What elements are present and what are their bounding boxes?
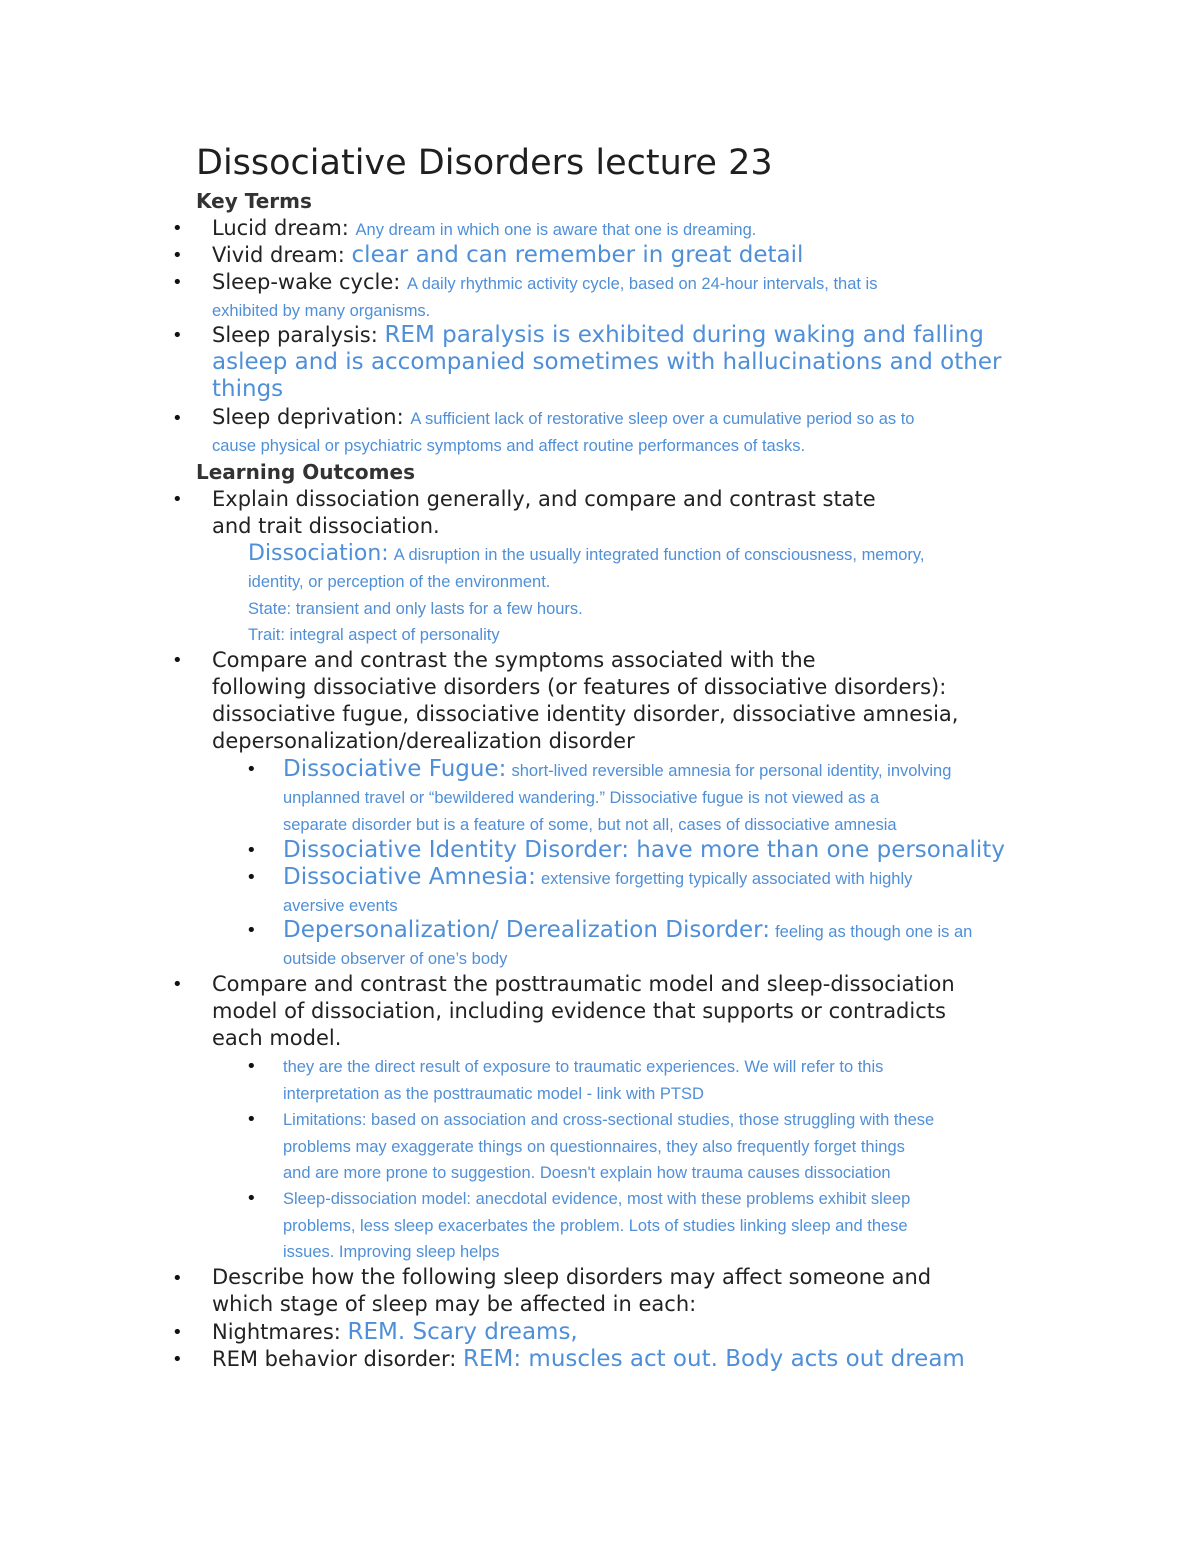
term-definition: A sufficient lack of restorative sleep over a cumulative period so as to bbox=[410, 410, 915, 428]
term-label: Sleep paralysis: bbox=[212, 323, 378, 347]
bullet-icon: • bbox=[246, 759, 257, 780]
disorder-term: Dissociative Fugue: bbox=[283, 756, 507, 782]
bullet-icon: • bbox=[172, 489, 183, 510]
disorder-definition-cont: unplanned travel or “bewildered wandering.” Dissociative fugue is not viewed as a bbox=[283, 789, 880, 807]
bullet-icon: • bbox=[172, 1268, 183, 1289]
disorder-definition: extensive forgetting typically associated with highly bbox=[540, 870, 913, 888]
dissociation-term: Dissociation: bbox=[248, 541, 389, 566]
bullet-icon: • bbox=[246, 1056, 257, 1077]
key-term-lucid-dream bbox=[212, 215, 756, 244]
outcome-text: following dissociative disorders (or features of dissociative disorders): bbox=[212, 675, 947, 699]
outcome-dissociation bbox=[212, 486, 876, 540]
key-term-vivid-dream bbox=[212, 242, 803, 269]
term-definition-cont: exhibited by many organisms. bbox=[212, 302, 431, 320]
outcome-disorders bbox=[212, 647, 958, 755]
outcome-text: dissociative fugue, dissociative identity disorder, dissociative amnesia, bbox=[212, 702, 959, 726]
bullet-icon: • bbox=[172, 218, 183, 239]
term-definition: REM: muscles act out. Body acts out dream bbox=[463, 1346, 965, 1372]
note-text: problems, less sleep exacerbates the problem. Lots of studies linking sleep and these bbox=[283, 1216, 908, 1235]
bullet-icon: • bbox=[246, 867, 257, 888]
dissociation-definition-cont: identity, or perception of the environment. bbox=[248, 573, 551, 591]
term-definition: Any dream in which one is aware that one is dreaming. bbox=[355, 221, 757, 239]
item-rem-behavior-disorder bbox=[212, 1346, 965, 1373]
outcome-text: each model. bbox=[212, 1026, 342, 1050]
term-label: Sleep-wake cycle: bbox=[212, 270, 401, 294]
outcome-sleep-disorders bbox=[212, 1264, 931, 1318]
term-definition: clear and can remember in great detail bbox=[351, 242, 804, 268]
bullet-icon: • bbox=[172, 408, 183, 429]
bullet-icon: • bbox=[172, 245, 183, 266]
term-label: Nightmares: bbox=[212, 1320, 341, 1344]
note-text: interpretation as the posttraumatic model - link with PTSD bbox=[283, 1084, 704, 1103]
note-text: issues. Improving sleep helps bbox=[283, 1243, 500, 1261]
outcome-text: depersonalization/derealization disorder bbox=[212, 729, 635, 753]
disorder-definition: feeling as though one is an bbox=[775, 923, 973, 941]
bullet-icon: • bbox=[172, 974, 183, 995]
key-term-sleep-deprivation bbox=[212, 404, 914, 460]
outcome-text: model of dissociation, including evidence that supports or contradicts bbox=[212, 999, 946, 1023]
disorder-term: Depersonalization/ Derealization Disorder: bbox=[283, 917, 770, 943]
term-definition: REM paralysis is exhibited during waking and falling bbox=[384, 322, 984, 348]
model-note-posttraumatic bbox=[283, 1054, 883, 1107]
disorder-definition: short-lived reversible amnesia for personal identity, involving bbox=[511, 762, 952, 780]
bullet-icon: • bbox=[246, 840, 257, 861]
disorder-definition-cont: aversive events bbox=[283, 897, 398, 915]
disorder-depersonalization bbox=[283, 917, 972, 973]
outcome-text: Explain dissociation generally, and compare and contrast state bbox=[212, 487, 876, 511]
term-label: Lucid dream: bbox=[212, 216, 349, 240]
state-note: State: transient and only lasts for a few hours. bbox=[248, 599, 583, 618]
term-definition-cont: asleep and is accompanied sometimes with hallucinations and other bbox=[212, 349, 1002, 375]
term-definition: A daily rhythmic activity cycle, based on 24-hour intervals, that is bbox=[407, 275, 878, 293]
bullet-icon: • bbox=[246, 1109, 257, 1130]
outcome-models bbox=[212, 971, 955, 1052]
item-nightmares bbox=[212, 1319, 578, 1346]
bullet-icon: • bbox=[172, 1322, 183, 1343]
term-definition: REM. Scary dreams, bbox=[347, 1319, 578, 1345]
key-term-sleep-paralysis bbox=[212, 322, 1001, 403]
model-note-limitations bbox=[283, 1107, 934, 1187]
bullet-icon: • bbox=[172, 325, 183, 346]
trait-note: Trait: integral aspect of personality bbox=[248, 626, 500, 644]
disorder-definition-cont: outside observer of one’s body bbox=[283, 950, 508, 968]
disorder-term: Dissociative Identity Disorder: have more than one personality bbox=[283, 837, 1005, 863]
term-definition-cont: cause physical or psychiatric symptoms and affect routine performances of tasks. bbox=[212, 437, 806, 455]
note-text: and are more prone to suggestion. Doesn't explain how trauma causes dissociation bbox=[283, 1164, 891, 1182]
key-terms-heading: Key Terms bbox=[196, 189, 312, 213]
key-term-sleep-wake-cycle bbox=[212, 269, 877, 325]
term-label: REM behavior disorder: bbox=[212, 1347, 457, 1371]
dissociation-definition: A disruption in the usually integrated function of consciousness, memory, bbox=[393, 546, 925, 564]
disorder-fugue bbox=[283, 756, 951, 838]
disorder-identity bbox=[283, 837, 1005, 864]
disorder-definition-cont: separate disorder but is a feature of some, but not all, cases of dissociative amnesia bbox=[283, 815, 897, 834]
term-definition-cont: things bbox=[212, 376, 284, 402]
note-text: Sleep-dissociation model: anecdotal evidence, most with these problems exhibit sleep bbox=[283, 1190, 911, 1208]
disorder-amnesia bbox=[283, 864, 912, 920]
disorder-term: Dissociative Amnesia: bbox=[283, 864, 536, 890]
note-text: they are the direct result of exposure to traumatic experiences. We will refer to this bbox=[283, 1058, 884, 1076]
note-text: problems may exaggerate things on questionnaires, they also frequently forget things bbox=[283, 1137, 905, 1156]
note-text: Limitations: based on association and cross-sectional studies, those struggling with these bbox=[283, 1111, 935, 1129]
bullet-icon: • bbox=[172, 1349, 183, 1370]
term-label: Vivid dream: bbox=[212, 243, 345, 267]
bullet-icon: • bbox=[172, 272, 183, 293]
outcome-text: Compare and contrast the posttraumatic model and sleep-dissociation bbox=[212, 972, 955, 996]
bullet-icon: • bbox=[246, 1188, 257, 1209]
learning-outcomes-heading: Learning Outcomes bbox=[196, 460, 415, 484]
bullet-icon: • bbox=[246, 920, 257, 941]
dissociation-notes bbox=[248, 540, 925, 649]
bullet-icon: • bbox=[172, 650, 183, 671]
model-note-sleep-dissociation bbox=[283, 1186, 910, 1266]
outcome-text: and trait dissociation. bbox=[212, 514, 440, 538]
outcome-text: Describe how the following sleep disorders may affect someone and bbox=[212, 1265, 932, 1289]
page-title: Dissociative Disorders lecture 23 bbox=[196, 143, 773, 183]
outcome-text: which stage of sleep may be affected in each: bbox=[212, 1292, 697, 1316]
outcome-text: Compare and contrast the symptoms associated with the bbox=[212, 648, 816, 672]
term-label: Sleep deprivation: bbox=[212, 405, 404, 429]
